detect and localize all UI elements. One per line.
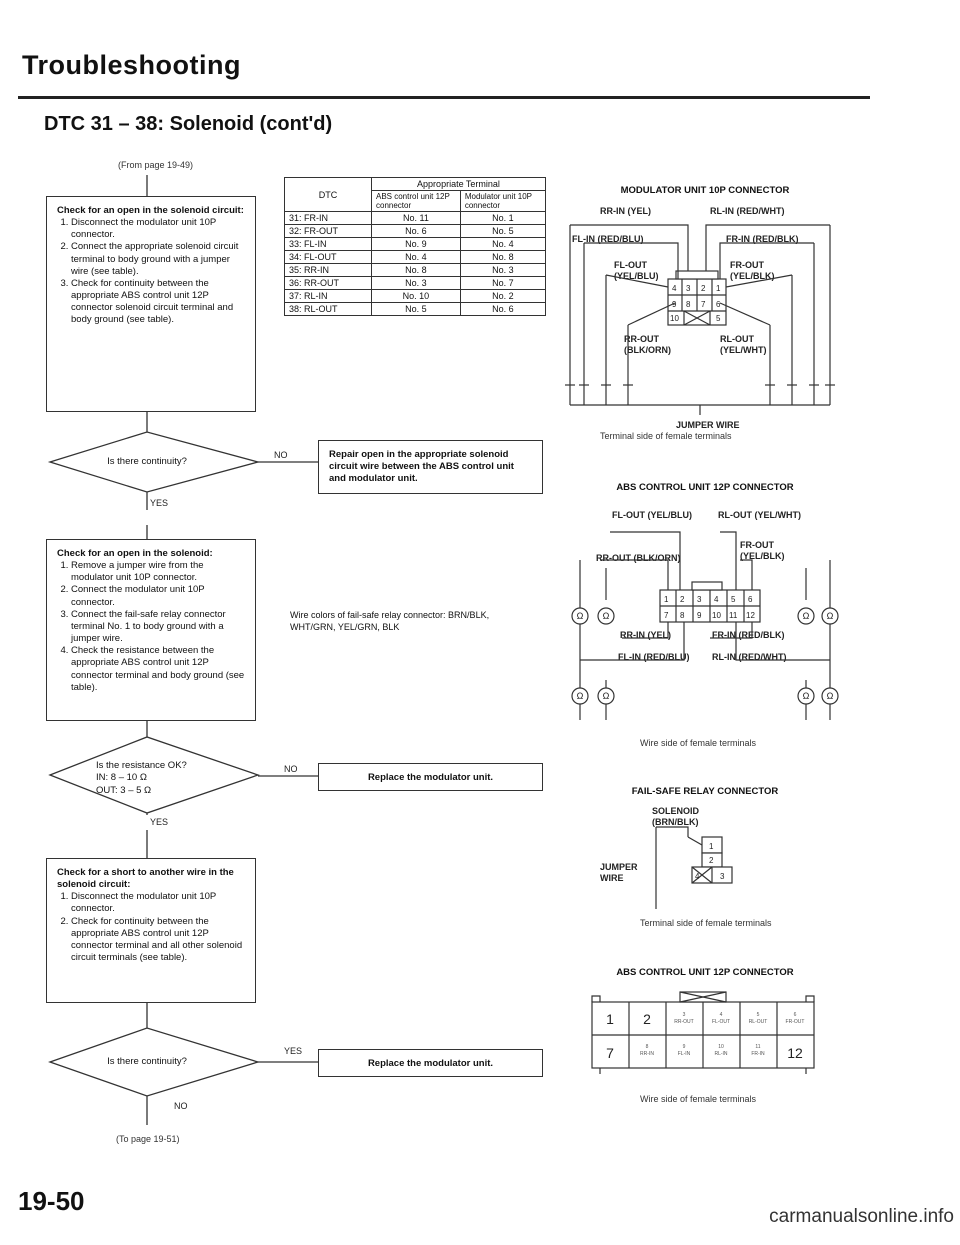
svg-text:10: 10 <box>670 314 679 323</box>
q2-yes-label: YES <box>150 817 169 827</box>
svg-text:7: 7 <box>606 1045 614 1061</box>
abs1-fl-out-label: FL-OUT (YEL/BLU) <box>612 510 692 520</box>
svg-text:7: 7 <box>701 300 706 309</box>
svg-text:5: 5 <box>731 595 736 604</box>
dtc-table-cell: No. 5 <box>460 225 545 238</box>
mod-fl-out-line: (YEL/BLU) <box>614 271 659 282</box>
step1-box <box>46 196 256 412</box>
svg-text:FL-IN: FL-IN <box>677 1051 691 1057</box>
dtc-terminal-table <box>284 177 546 316</box>
mod-rr-in-label: RR-IN (YEL) <box>600 206 651 216</box>
question3: Is there continuity? <box>107 1056 187 1067</box>
step1-item: 3. Check for continuity between the appropriate ABS control unit 12P connector solenoid circuit terminal and body ground (see table). <box>71 278 245 327</box>
svg-text:11: 11 <box>729 611 738 620</box>
dtc-table-cell: No. 10 <box>372 290 461 303</box>
watermark: carmanualsonline.info <box>769 1206 954 1227</box>
fs-jumper-line: WIRE <box>600 873 624 884</box>
q2-line: OUT: 3 – 5 Ω <box>96 784 152 796</box>
svg-text:9: 9 <box>672 300 677 309</box>
svg-text:1: 1 <box>716 284 721 293</box>
fs-conn-caption: Terminal side of female terminals <box>640 918 772 928</box>
ohmmeter-symbol: Ω <box>802 611 810 621</box>
svg-text:4: 4 <box>714 595 719 604</box>
svg-text:8: 8 <box>680 611 685 620</box>
abs1-rr-out-label: RR-OUT (BLK/ORN) <box>596 553 681 563</box>
svg-text:12: 12 <box>787 1045 803 1061</box>
svg-text:RL-IN: RL-IN <box>714 1051 728 1057</box>
mod-rl-in-label: RL-IN (RED/WHT) <box>710 206 785 216</box>
replace1-box: Replace the modulator unit. <box>318 763 543 791</box>
mod-conn-title: MODULATOR UNIT 10P CONNECTOR <box>620 185 790 196</box>
dtc-table-row <box>285 303 546 316</box>
dtc-table-row <box>285 212 546 225</box>
step1-heading: Check for an open in the solenoid circuit: <box>57 205 244 216</box>
step3-heading: Check for a short to another wire in the solenoid circuit: <box>57 867 234 891</box>
dtc-table-cell: 34: FL-OUT <box>285 251 372 264</box>
step2-item: 2. Connect the modulator unit 10P connector. <box>71 584 245 608</box>
svg-text:4: 4 <box>719 1012 723 1018</box>
mod-rl-out-line: RL-OUT <box>720 334 754 344</box>
step2-item: 1. Remove a jumper wire from the modulator unit 10P connector. <box>71 560 245 584</box>
dtc-table-row <box>285 225 546 238</box>
svg-text:10: 10 <box>718 1044 724 1050</box>
fs-solenoid-line: SOLENOID <box>652 806 700 816</box>
mod-rr-out-line: RR-OUT <box>624 334 659 344</box>
fs-conn-title: FAIL-SAFE RELAY CONNECTOR <box>631 786 779 797</box>
svg-text:2: 2 <box>701 284 706 293</box>
abs-conn2-caption: Wire side of female terminals <box>640 1094 757 1104</box>
abs-conn1-diagram <box>560 520 850 735</box>
svg-text:5: 5 <box>716 314 721 323</box>
question1: Is there continuity? <box>107 456 187 467</box>
svg-text:3: 3 <box>686 284 691 293</box>
svg-text:RR-OUT: RR-OUT <box>674 1019 694 1025</box>
dtc-table-cell: 32: FR-OUT <box>285 225 372 238</box>
abs-conn1-title: ABS CONTROL UNIT 12P CONNECTOR <box>616 482 794 493</box>
to-page-note: (To page 19-51) <box>116 1134 180 1144</box>
dtc-table-cell: 31: FR-IN <box>285 212 372 225</box>
step1-item: 1. Disconnect the modulator unit 10P connector. <box>71 217 245 241</box>
svg-text:3: 3 <box>720 872 725 881</box>
svg-text:RL-OUT: RL-OUT <box>748 1019 768 1025</box>
dtc-table-cell: No. 8 <box>460 251 545 264</box>
svg-text:3: 3 <box>697 595 702 604</box>
dtc-table-row <box>285 251 546 264</box>
fs-jumper-label <box>600 862 638 885</box>
q2-no-label: NO <box>284 764 298 774</box>
abs-conn2-title: ABS CONTROL UNIT 12P CONNECTOR <box>616 967 794 978</box>
mod-fr-in-label: FR-IN (RED/BLK) <box>726 234 799 244</box>
dtc-table-cell: No. 8 <box>372 264 461 277</box>
svg-text:2: 2 <box>680 595 685 604</box>
dtc-table-cell: No. 5 <box>372 303 461 316</box>
mod-fr-out-line: (YEL/BLK) <box>730 271 775 282</box>
q2-line: Is the resistance OK? <box>96 760 187 771</box>
step2-item: 3. Connect the fail-safe relay connector terminal No. 1 to body ground with a jumper wire. <box>71 609 245 645</box>
dtc-table-cell: No. 6 <box>372 225 461 238</box>
ohmmeter-symbol: Ω <box>602 691 610 701</box>
dtc-table-cell: No. 7 <box>460 277 545 290</box>
q1-yes-label: YES <box>150 498 169 508</box>
svg-text:RR-IN: RR-IN <box>640 1051 654 1057</box>
mod-fr-out-line: FR-OUT <box>730 260 764 270</box>
svg-text:3: 3 <box>682 1012 686 1018</box>
replace2-box: Replace the modulator unit. <box>318 1049 543 1077</box>
repair1-box: Repair open in the appropriate solenoid circuit wire between the ABS control unit and modulator unit. <box>318 440 543 494</box>
svg-text:7: 7 <box>664 611 669 620</box>
mod-rr-out-line: (BLK/ORN) <box>624 345 671 356</box>
step3-item: 1. Disconnect the modulator unit 10P connector. <box>71 891 245 915</box>
wire-colors-note: Wire colors of fail-safe relay connector: BRN/BLK, WHT/GRN, YEL/GRN, BLK <box>290 610 490 632</box>
svg-text:12: 12 <box>746 611 755 620</box>
svg-text:9: 9 <box>682 1044 686 1050</box>
abs1-rl-out-label: RL-OUT (YEL/WHT) <box>718 510 801 520</box>
dtc-table-cell: No. 1 <box>460 212 545 225</box>
abs1-fr-out-line: (YEL/BLK) <box>740 551 785 562</box>
dtc-table-cell: 37: RL-IN <box>285 290 372 303</box>
step3-item: 2. Check for continuity between the appropriate ABS control unit 12P connector terminal and all other solenoid circuit terminals (see table). <box>71 916 245 965</box>
dtc-table-cell: 36: RR-OUT <box>285 277 372 290</box>
mod-fl-in-label: FL-IN (RED/BLU) <box>572 234 644 244</box>
terminal-group-header: Appropriate Terminal <box>372 178 546 191</box>
dtc-table-row <box>285 277 546 290</box>
mod-conn-caption: Terminal side of female terminals <box>600 431 732 441</box>
svg-text:11: 11 <box>755 1044 761 1050</box>
abs1-rl-in-label: RL-IN (RED/WHT) <box>712 652 787 662</box>
abs1-fl-in-label: FL-IN (RED/BLU) <box>618 652 690 662</box>
svg-text:10: 10 <box>712 611 721 620</box>
svg-text:4: 4 <box>672 284 677 293</box>
svg-text:9: 9 <box>697 611 702 620</box>
ohmmeter-symbol: Ω <box>576 611 584 621</box>
abs-col-header: ABS control unit 12P connector <box>372 191 461 212</box>
mod-rl-out-line: (YEL/WHT) <box>720 345 767 356</box>
step2-heading: Check for an open in the solenoid: <box>57 548 213 559</box>
svg-text:6: 6 <box>748 595 753 604</box>
from-page-note: (From page 19-49) <box>118 160 194 170</box>
step1-item: 2. Connect the appropriate solenoid circuit terminal to body ground with a jumper wire (see table). <box>71 241 245 277</box>
ohmmeter-symbol: Ω <box>602 611 610 621</box>
svg-text:6: 6 <box>716 300 721 309</box>
dtc-table-cell: No. 2 <box>460 290 545 303</box>
section-subtitle: DTC 31 – 38: Solenoid (cont'd) <box>44 113 333 135</box>
svg-text:FR-IN: FR-IN <box>751 1051 765 1057</box>
fs-solenoid-line: (BRN/BLK) <box>652 817 699 828</box>
svg-text:1: 1 <box>664 595 669 604</box>
abs-conn2-diagram <box>580 982 830 1082</box>
svg-text:2: 2 <box>643 1011 651 1027</box>
dtc-table-row <box>285 264 546 277</box>
svg-text:6: 6 <box>793 1012 797 1018</box>
dtc-table-cell: 35: RR-IN <box>285 264 372 277</box>
abs1-fr-in-label: FR-IN (RED/BLK) <box>712 630 785 640</box>
abs1-fr-out-line: FR-OUT <box>740 540 774 550</box>
dtc-table-row <box>285 238 546 251</box>
q3-yes-label: YES <box>284 1046 303 1056</box>
page-title: Troubleshooting <box>22 50 241 80</box>
dtc-table-row <box>285 290 546 303</box>
svg-text:FL-OUT: FL-OUT <box>711 1019 731 1025</box>
mod-jumper-label: JUMPER WIRE <box>676 420 740 430</box>
svg-text:2: 2 <box>709 856 714 865</box>
dtc-table-cell: No. 3 <box>460 264 545 277</box>
fs-conn-diagram <box>640 825 760 915</box>
svg-text:8: 8 <box>686 300 691 309</box>
svg-text:1: 1 <box>606 1011 614 1027</box>
question2 <box>82 760 226 797</box>
abs1-rr-in-label: RR-IN (YEL) <box>620 630 671 640</box>
dtc-table-cell: No. 6 <box>460 303 545 316</box>
fs-jumper-line: JUMPER <box>600 862 638 872</box>
dtc-col-header: DTC <box>285 178 372 212</box>
abs-conn1-caption: Wire side of female terminals <box>640 738 757 748</box>
dtc-table-cell: No. 3 <box>372 277 461 290</box>
dtc-table-cell: No. 11 <box>372 212 461 225</box>
svg-text:FR-OUT: FR-OUT <box>785 1019 805 1025</box>
svg-text:1: 1 <box>709 842 714 851</box>
mod-conn-diagram <box>560 215 850 420</box>
ohmmeter-symbol: Ω <box>826 611 834 621</box>
ohmmeter-symbol: Ω <box>826 691 834 701</box>
dtc-table-cell: No. 4 <box>372 251 461 264</box>
dtc-table-cell: No. 4 <box>460 238 545 251</box>
mod-fl-out-line: FL-OUT <box>614 260 647 270</box>
q2-line: IN: 8 – 10 Ω <box>96 772 147 784</box>
step3-box <box>46 858 256 1003</box>
ohmmeter-symbol: Ω <box>576 691 584 701</box>
dtc-table-cell: 38: RL-OUT <box>285 303 372 316</box>
q1-no-label: NO <box>274 450 288 460</box>
svg-text:8: 8 <box>645 1044 649 1050</box>
mod-col-header: Modulator unit 10P connector <box>460 191 545 212</box>
step2-item: 4. Check the resistance between the appropriate ABS control unit 12P connector terminal and body ground (see table). <box>71 645 245 694</box>
step2-box <box>46 539 256 721</box>
svg-text:5: 5 <box>756 1012 760 1018</box>
svg-text:4: 4 <box>695 872 700 881</box>
page-number: 19-50 <box>18 1186 85 1216</box>
dtc-table-cell: 33: FL-IN <box>285 238 372 251</box>
q3-no-label: NO <box>174 1101 188 1111</box>
ohmmeter-symbol: Ω <box>802 691 810 701</box>
dtc-table-cell: No. 9 <box>372 238 461 251</box>
